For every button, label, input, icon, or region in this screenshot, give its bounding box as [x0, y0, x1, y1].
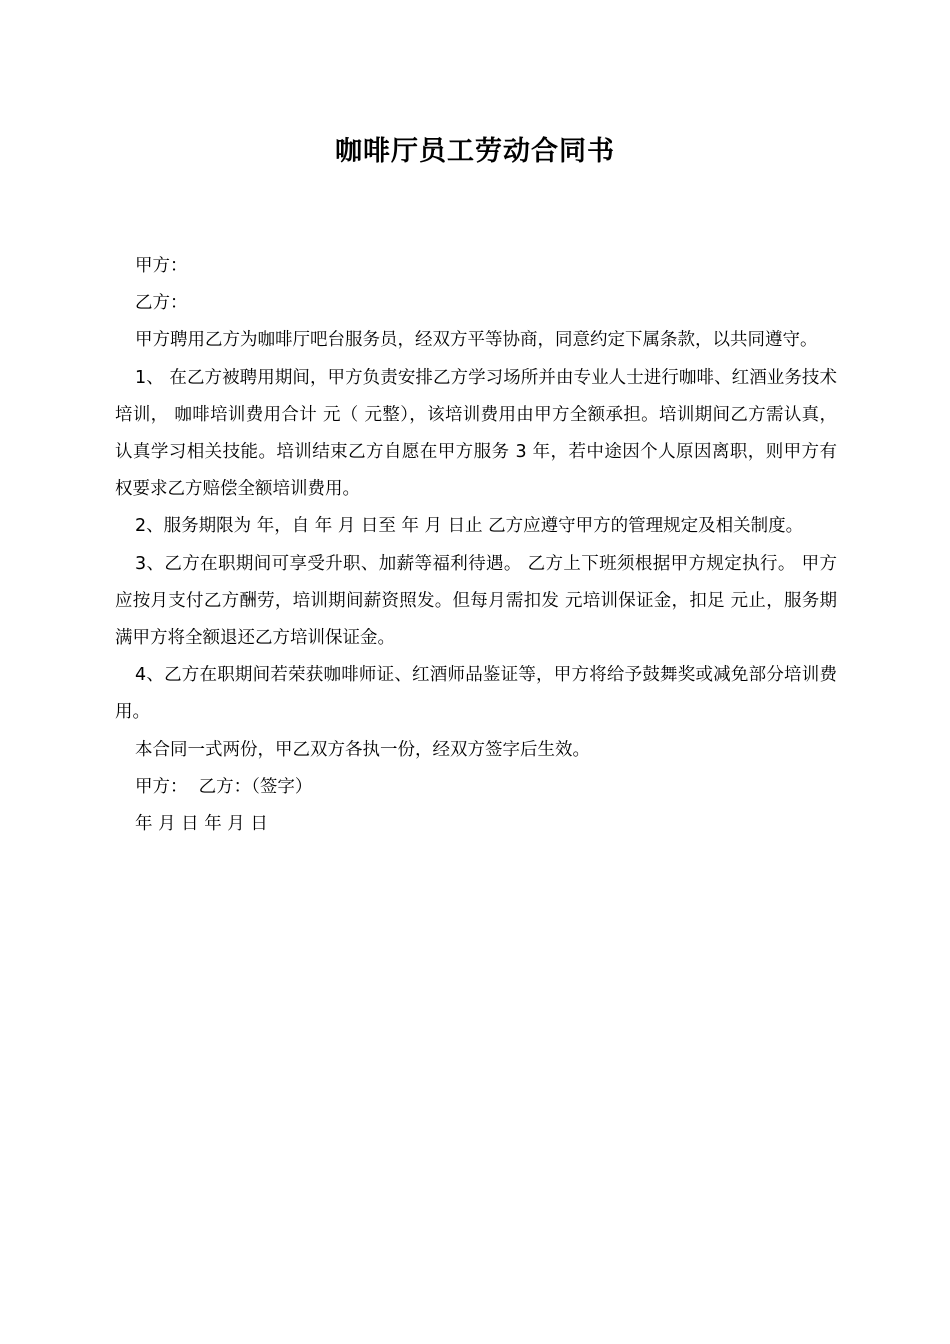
contract-body	[115, 248, 837, 843]
clause-2: 2、服务期限为 年，自 年 月 日至 年 月 日止 乙方应遵守甲方的管理规定及相关制度。	[135, 516, 804, 537]
intro-paragraph: 甲方聘用乙方为咖啡厅吧台服务员，经双方平等协商，同意约定下属条款，以共同遵守。	[135, 330, 818, 351]
document-title: 咖啡厅员工劳动合同书	[335, 136, 615, 167]
party-b-line: 乙方：	[135, 293, 188, 314]
clause-3: 3、乙方在职期间可享受升职、加薪等福利待遇。 乙方上下班须根据甲方规定执行。 甲方应按月支付乙方酬劳，培训期间薪资照发。但每月需扣发 元培训保证金，扣足 元止，服务期满甲方将全额退还乙方培训保证金。	[115, 553, 837, 649]
clause-4: 4、乙方在职期间若荣获咖啡师证、红酒师品鉴证等，甲方将给予鼓舞奖或减免部分培训费 用。	[115, 665, 837, 723]
party-a-line: 甲方：	[135, 256, 188, 276]
clause-1: 1、 在乙方被聘用期间，甲方负责安排乙方学习场所并由专业人士进行咖啡、红酒业务技术培训， 咖啡培训费用合计 元（ 元整），该培训费用由甲方全额承担。培训期间乙方需认真， 认真学习相关技能。培训结束乙方自愿在甲方服务 3 年，若中途因个人原因离职，则甲方有 权要求乙方赔偿全额培训费用。	[115, 367, 837, 500]
date-line: 年 月 日 年 月 日	[135, 814, 268, 835]
copies-paragraph: 本合同一式两份，甲乙双方各执一份，经双方签字后生效。	[135, 739, 590, 760]
signature-line: 甲方： 乙方：（签字）	[135, 776, 313, 797]
